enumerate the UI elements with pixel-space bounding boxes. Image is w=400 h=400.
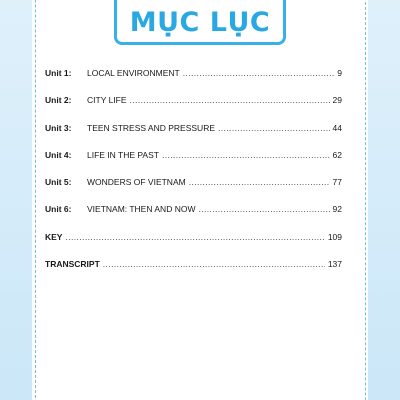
toc-entry-title: KEY: [45, 231, 63, 242]
toc-entry-title: CITY LIFE: [87, 95, 127, 106]
toc-page-number: 44: [332, 122, 342, 133]
page-title: MỤC LỤC: [129, 7, 271, 38]
toc-page-number: 29: [332, 95, 342, 106]
toc-entry-title: LIFE IN THE PAST: [87, 149, 159, 160]
toc-entry-title: WONDERS OF VIETNAM: [87, 177, 186, 188]
table-of-contents: [45, 68, 342, 286]
toc-page-number: 109: [327, 231, 342, 242]
toc-leader-dots: [198, 204, 329, 214]
toc-page-number: 77: [332, 177, 342, 188]
toc-leader-dots: [183, 68, 335, 78]
toc-entry-unit-1[interactable]: [45, 68, 342, 95]
toc-page-number: 9: [337, 68, 342, 78]
toc-unit-label: Unit 4:: [45, 149, 72, 160]
toc-unit-label: Unit 6:: [45, 204, 72, 215]
toc-leader-dots: [65, 232, 324, 242]
toc-unit-label: Unit 2:: [45, 95, 72, 106]
toc-entry-key[interactable]: [45, 232, 342, 259]
toc-entry-unit-3[interactable]: [45, 123, 342, 150]
toc-unit-label: Unit 3:: [45, 122, 72, 133]
toc-entry-title: TEEN STRESS AND PRESSURE: [87, 122, 216, 133]
toc-entry-unit-2[interactable]: [45, 95, 342, 122]
toc-entry-title: VIETNAM: THEN AND NOW: [87, 204, 196, 215]
toc-unit-label: Unit 5:: [45, 177, 72, 188]
toc-entry-unit-6[interactable]: [45, 204, 342, 231]
toc-unit-label: Unit 1:: [45, 68, 72, 78]
right-margin-band: [368, 0, 400, 400]
toc-entry-unit-4[interactable]: [45, 150, 342, 177]
toc-page-number: 92: [332, 204, 342, 215]
toc-leader-dots: [130, 95, 330, 105]
toc-leader-dots: [162, 150, 330, 160]
toc-leader-dots: [189, 177, 330, 187]
toc-leader-dots: [218, 123, 330, 133]
toc-leader-dots: [103, 259, 325, 269]
toc-entry-unit-5[interactable]: [45, 177, 342, 204]
toc-entry-title: LOCAL ENVIRONMENT: [87, 68, 180, 78]
toc-page-number: 62: [332, 149, 342, 160]
title-box: [114, 0, 286, 45]
toc-entry-title: TRANSCRIPT: [45, 259, 100, 270]
toc-entry-transcript[interactable]: [45, 259, 342, 286]
left-margin-band: [0, 0, 32, 400]
toc-page-number: 137: [327, 259, 342, 270]
